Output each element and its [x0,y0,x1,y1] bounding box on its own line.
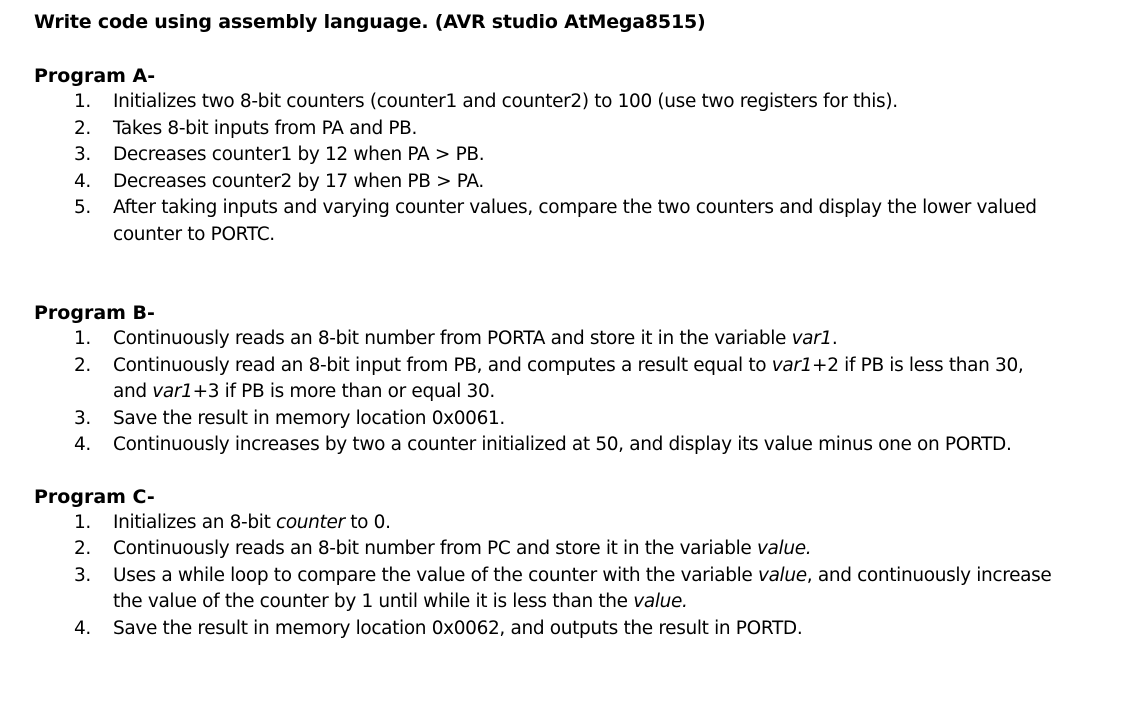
program-a-task-item [34,169,1053,196]
task-text-segment: Uses a while loop to compare the value of the counter with the variable [113,564,758,586]
program-c-task-item [34,616,1053,643]
task-text-segment: to 0. [344,511,391,533]
task-text-segment: Save the result in memory location 0x0061. [113,407,505,429]
task-text [113,328,837,349]
document-page [34,8,1114,642]
program-a-task-item [34,142,1053,169]
task-text-segment: After taking inputs and varying counter values, compare the two counters and display the lower valued counter to PORTC. [113,197,1037,245]
task-text-segment: Decreases counter1 by 12 when PA > PB. [113,144,485,165]
task-text-segment: Initializes an 8-bit [113,511,276,533]
task-number: 2. [74,354,91,376]
program-a-task-item [34,116,1053,143]
task-number: 4. [74,434,91,455]
task-number: 3. [74,564,91,586]
task-text-emphasis: var1 [152,381,193,402]
task-number: 4. [74,617,91,639]
task-number: 1. [74,328,91,349]
program-a-task-list [34,89,1114,248]
program-c-task-item [34,536,1053,563]
task-text [113,197,1037,245]
task-number: 5. [74,197,91,218]
task-text [113,565,1051,613]
task-text-emphasis: var1 [791,328,832,349]
program-b-section [34,300,1114,459]
program-a-section [34,63,1114,248]
program-b-task-item [34,353,1053,406]
task-text-segment: Save the result in memory location 0x0062, and outputs the result in PORTD. [113,617,803,639]
task-text [113,408,505,429]
program-c-task-item [34,510,1053,537]
program-c-section [34,484,1114,643]
task-text-segment: Continuously increases by two a counter initialized at 50, and display its value minus one on PORTD. [113,434,1012,455]
program-c-heading: Program C- [34,485,155,508]
task-text [113,171,484,192]
task-text [113,144,484,165]
task-text [113,618,802,639]
task-text-emphasis: counter [276,511,345,533]
program-c-task-item [34,563,1053,616]
task-text-segment: Continuously reads an 8-bit number from PC and store it in the variable [113,538,757,559]
task-number: 1. [74,91,91,112]
task-text-emphasis: value [757,564,807,586]
task-text-segment: Continuously reads an 8-bit number from PORTA and store it in the variable [113,328,792,349]
task-text-segment: +2 if PB is less than 30, and [113,354,1024,402]
task-text-segment: Initializes two 8-bit counters (counter1 and counter2) to 100 (use two registers for this). [113,91,898,112]
program-a-heading: Program A- [34,65,156,87]
task-number: 3. [74,407,91,429]
program-a-task-item [34,195,1053,248]
task-text-segment: Takes 8-bit inputs from PA and PB. [113,117,418,139]
task-text [113,118,417,139]
task-text-segment: Continuously read an 8-bit input from PB, and computes a result equal to [113,354,772,376]
program-b-task-list [34,326,1114,459]
task-number: 1. [74,511,91,533]
task-number: 4. [74,170,91,192]
program-b-task-item [34,432,1053,459]
task-text-emphasis: value. [633,591,688,612]
task-text [113,434,1011,455]
program-b-task-item [34,406,1053,433]
task-text-segment: Decreases counter2 by 17 when PB > PA. [113,170,484,192]
task-text [113,91,898,112]
task-number: 2. [74,538,91,559]
program-c-task-list [34,510,1114,643]
task-number: 2. [74,117,91,139]
task-text-segment: , and continuously increase the value of the counter by 1 until while it is less than the [113,564,1052,612]
program-b-task-item [34,326,1053,353]
task-number: 3. [74,144,91,165]
task-text [113,538,811,559]
document-title: Write code using assembly language. (AVR studio AtMega8515) [34,11,706,33]
program-b-heading: Program B- [34,302,155,324]
task-text [113,355,1023,403]
task-text-emphasis: value. [756,538,812,559]
task-text-emphasis: var1 [771,354,813,376]
task-text-segment: . [831,328,838,349]
task-text [113,512,391,533]
task-text-segment: +3 if PB is more than or equal 30. [192,381,495,402]
program-a-task-item [34,89,1053,116]
